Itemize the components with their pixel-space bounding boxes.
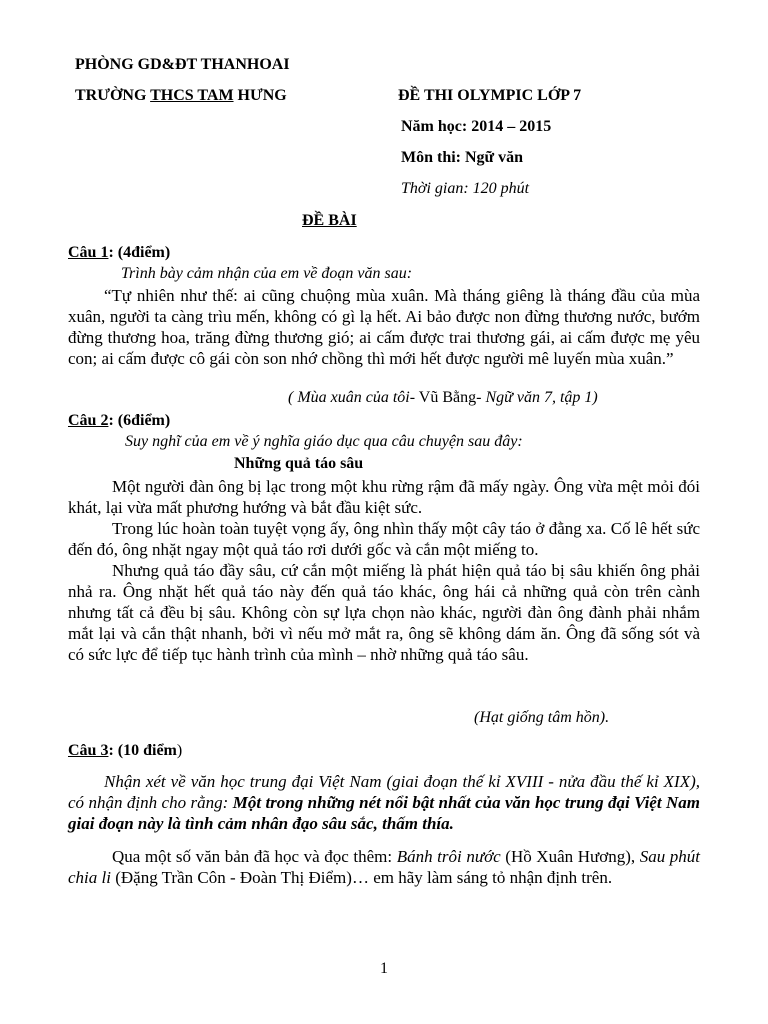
- question-1-points: : (4điểm): [108, 244, 171, 261]
- question-1-source: [288, 389, 598, 407]
- question-3-intro: [68, 771, 700, 834]
- page-number: 1: [380, 960, 388, 977]
- story-paragraph: Trong lúc hoàn toàn tuyệt vọng ấy, ông nhìn thấy một cây táo ở đằng xa. Cố lê hết sức đến đó, ông nhặt ngay một quả táo rơi dưới gốc và cắn một miếng to.: [68, 519, 700, 559]
- question-3-points-close: ): [176, 742, 183, 759]
- task-part: (Hồ Xuân Hương),: [500, 847, 640, 866]
- school-name: [75, 87, 287, 105]
- work-title: Bánh trôi nước: [396, 847, 501, 866]
- work-title: Sau phút chia li: [68, 847, 700, 887]
- question-1-label: Câu 1: [68, 244, 109, 261]
- source-book: Ngữ văn 7, tập 1): [485, 389, 598, 406]
- intro-text: Nhận xét về văn học trung đại Việt Nam (giai đoạn thế kỉ XVIII - nửa đầu thế kỉ XIX), có nhận định cho rằng:: [68, 772, 700, 812]
- question-3-statement: [68, 771, 700, 834]
- source-author: - Vũ Bằng-: [409, 389, 486, 406]
- claim-text: Một trong những nét nổi bật nhất của văn học trung đại Việt Nam giai đoạn này là tình cảm nhân đạo sâu sắc, thấm thía.: [68, 793, 700, 833]
- school-year: Năm học: 2014 – 2015: [401, 118, 552, 135]
- question-1-passage: [68, 285, 700, 369]
- de-bai-heading: ĐỀ BÀI: [302, 212, 357, 229]
- story-paragraph: Nhưng quả táo đầy sâu, cứ cắn một miếng là phát hiện quả táo bị sâu khiến ông phải nhả ra. Ông nhặt hết quả táo này đến quả táo khác, ông hái cả những quả còn trên cành nhưng tất cả đều bị sâu. Không còn sự lựa chọn nào khác, người đàn ông đành phải nhắm mắt lại và cắn thật nhanh, bởi vì nếu mở mắt ra, ông sẽ không dám ăn. Ông đã sống sót và có sức lực để tiếp tục hành trình của mình – nhờ những quả táo sâu.: [68, 561, 700, 664]
- question-2-label: Câu 2: [68, 412, 109, 429]
- passage-text: “Tự nhiên như thế: ai cũng chuộng mùa xuân. Mà tháng giêng là tháng đầu của mùa xuân, người ta càng trìu mến, không có gì lạ hết. Ai bảo được non đừng thương nước, bướm đừng thương hoa, trăng đừng thương gió; ai cấm được trai thương gái, ai cấm được mẹ yêu con; ai cấm được cô gái còn son nhớ chồng thì mới hết được người mê luyến mùa xuân.”: [68, 286, 700, 368]
- school-prefix: TRƯỜNG: [75, 87, 151, 104]
- question-1-prompt: Trình bày cảm nhận của em về đoạn văn sau:: [121, 265, 413, 282]
- question-2-prompt: Suy nghĩ của em về ý nghĩa giáo dục qua câu chuyện sau đây:: [125, 433, 523, 450]
- story-source: (Hạt giống tâm hồn).: [474, 709, 610, 726]
- task-part: Qua một số văn bản đã học và đọc thêm:: [112, 847, 397, 866]
- school-underlined: THCS TAM: [150, 87, 234, 104]
- source-work: ( Mùa xuân của tôi: [288, 389, 410, 406]
- task-part: (Đặng Trần Côn - Đoàn Thị Điểm)… em hãy làm sáng tỏ nhận định trên.: [110, 868, 613, 887]
- question-3-heading: [68, 742, 182, 760]
- school-suffix: HƯNG: [233, 87, 287, 104]
- task-text: [68, 846, 700, 888]
- department-name: PHÒNG GD&ĐT THANHOAI: [75, 56, 290, 73]
- story-body: [68, 476, 700, 665]
- exam-duration: Thời gian: 120 phút: [401, 180, 530, 197]
- story-paragraph: Một người đàn ông bị lạc trong một khu rừng rậm đã mấy ngày. Ông vừa mệt mỏi đói khát, lại vừa mất phương hướng và bắt đầu kiệt sức.: [68, 477, 700, 517]
- question-3-task: [68, 846, 700, 888]
- question-2-heading: [68, 412, 170, 430]
- question-3-points: : (10 điểm: [108, 742, 177, 759]
- exam-subject: Môn thi: Ngữ văn: [401, 149, 524, 166]
- question-1-heading: [68, 244, 170, 262]
- story-title: Những quả táo sâu: [234, 455, 364, 472]
- question-3-label: Câu 3: [68, 742, 109, 759]
- exam-title: ĐỀ THI OLYMPIC LỚP 7: [398, 87, 582, 104]
- question-2-points: : (6điểm): [108, 412, 171, 429]
